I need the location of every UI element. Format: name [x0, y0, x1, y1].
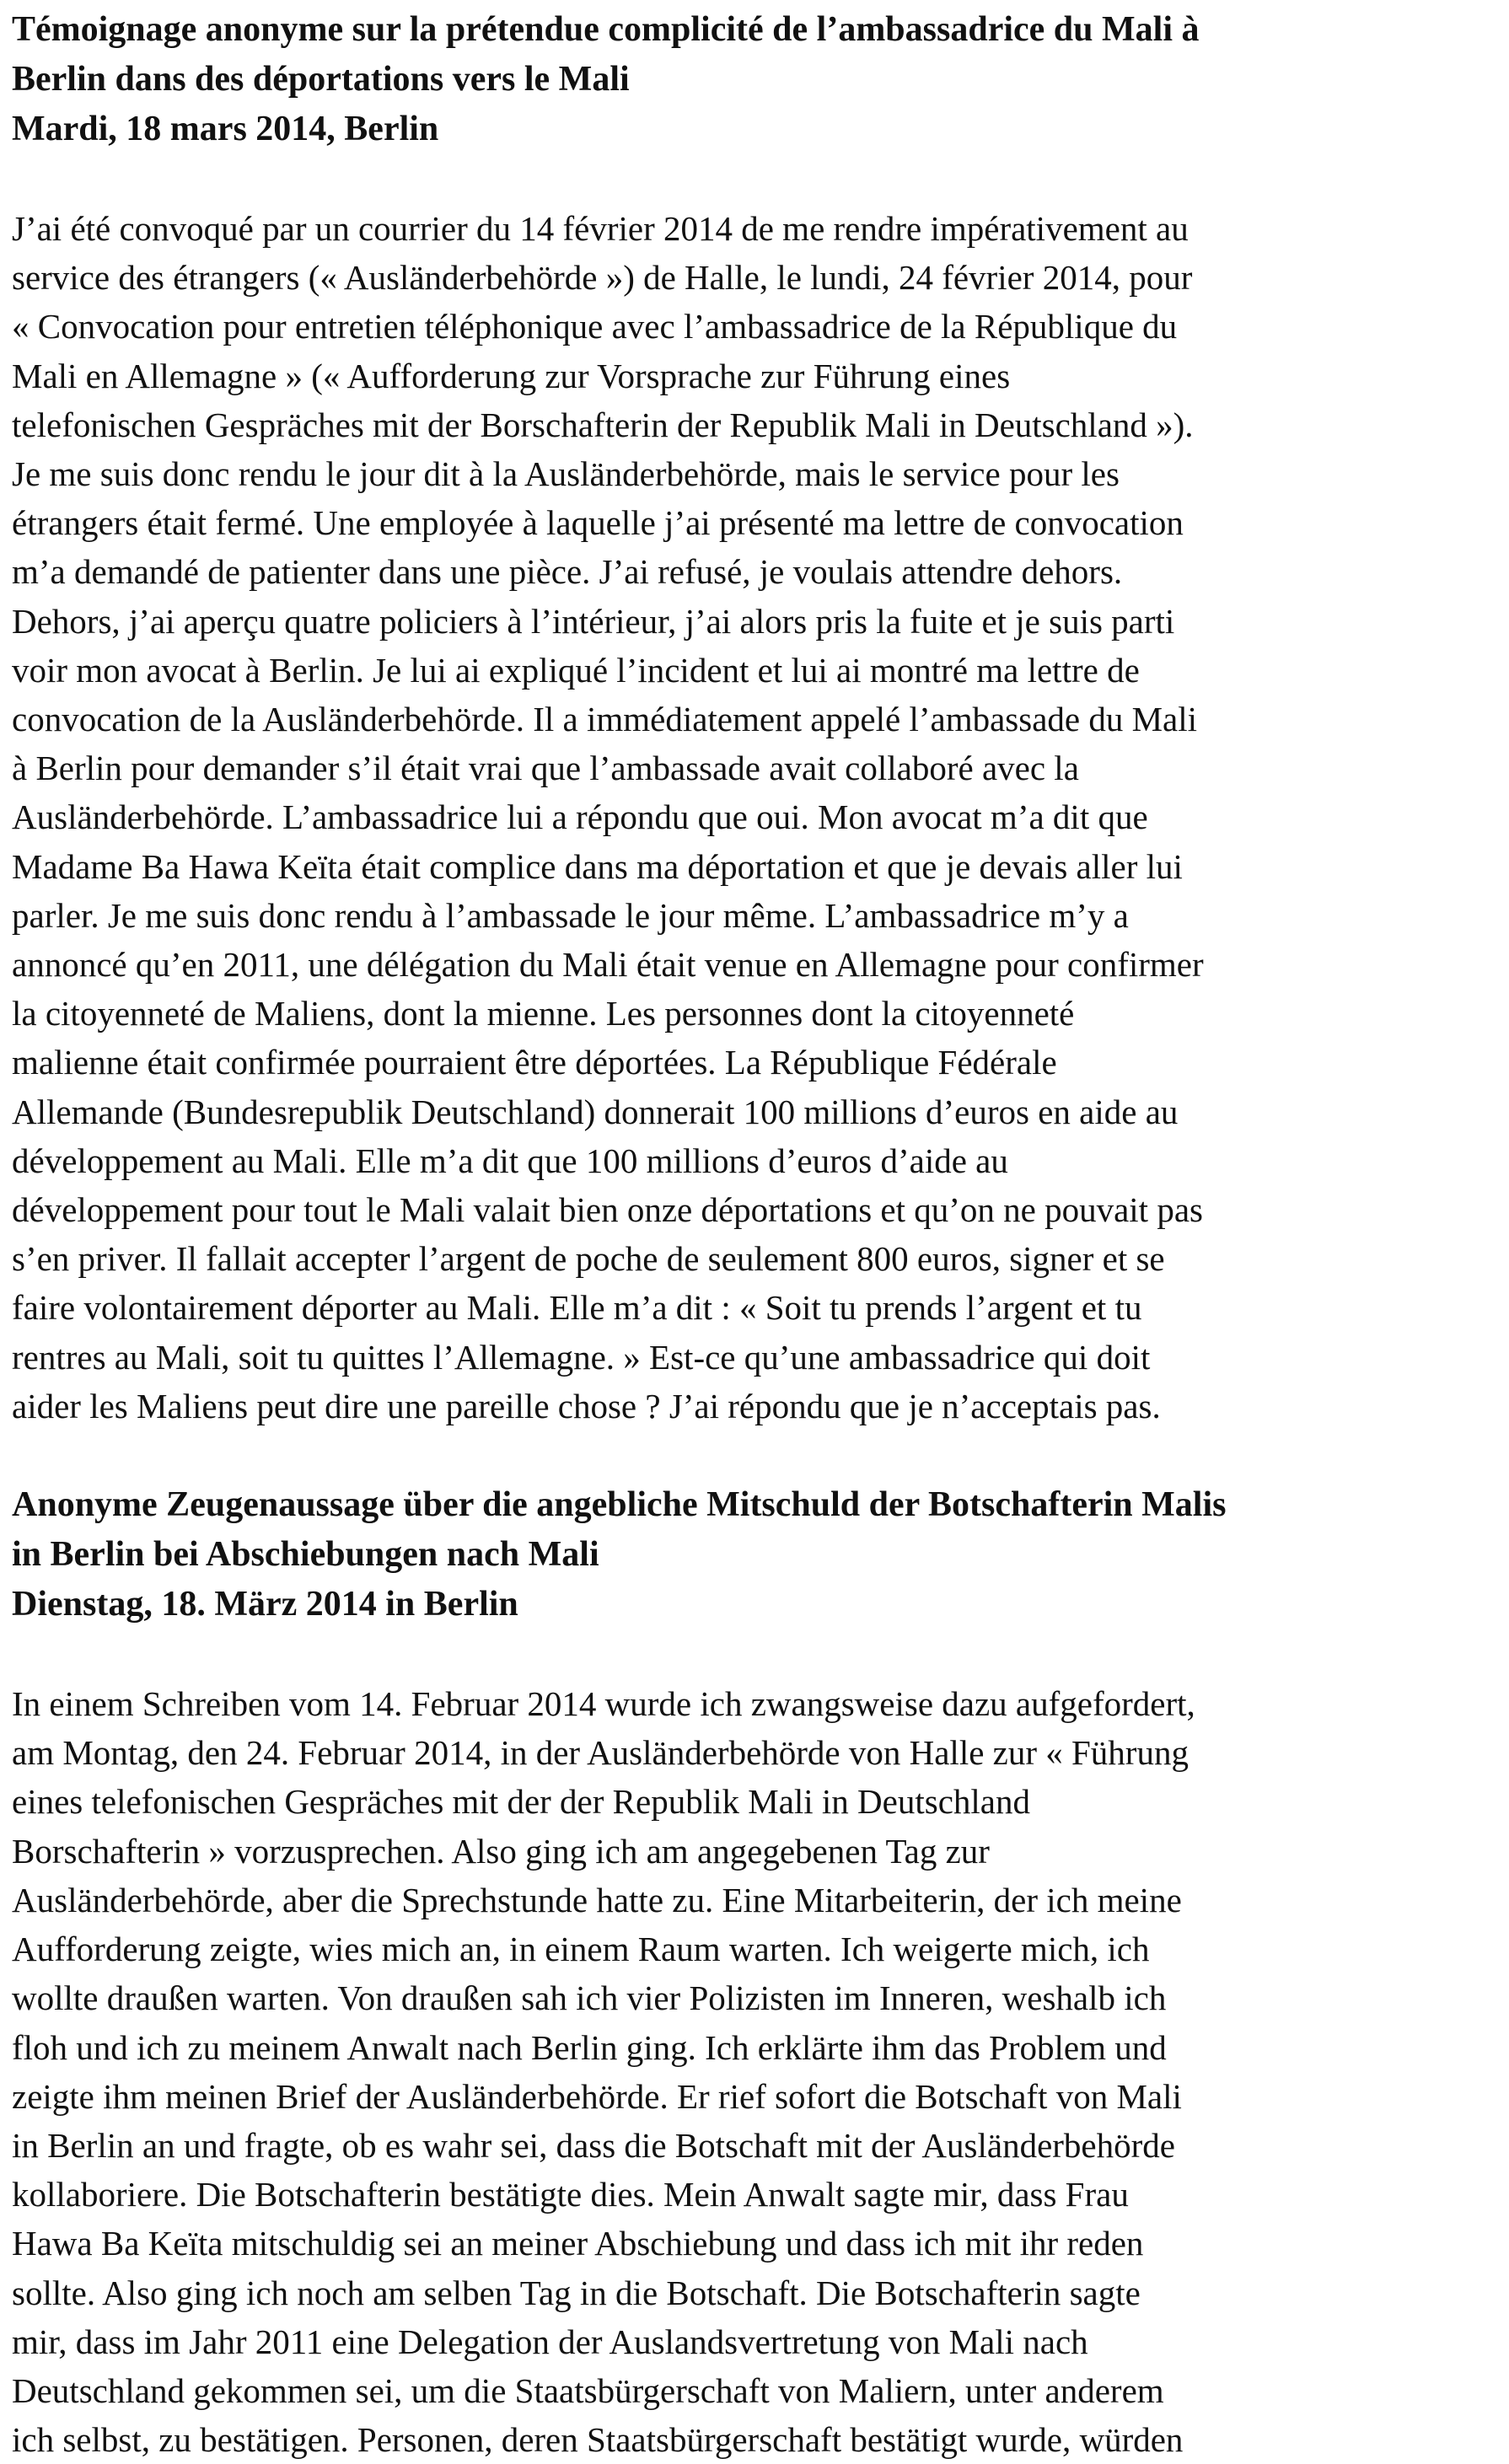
text-line: développement au Mali. Elle m’a dit que 100 millions d’euros d’aide au [12, 1141, 1008, 1180]
text-line: Hawa Ba Keïta mitschuldig sei an meiner Abschiebung und dass ich mit ihr reden [12, 2224, 1144, 2263]
text-line: Madame Ba Hawa Keïta était complice dans ma déportation et que je devais aller lui [12, 846, 1183, 886]
text-line: mir, dass im Jahr 2011 eine Delegation der Auslandsvertretung von Mali nach [12, 2322, 1088, 2361]
text-line: Ausländerbehörde. L’ambassadrice lui a répondu que oui. Mon avocat m’a dit que [12, 797, 1148, 837]
french-title-line-1: Témoignage anonyme sur la prétendue complicité de l’ambassadrice du Mali à [12, 10, 1200, 49]
text-line: Aufforderung zeigte, wies mich an, in einem Raum warten. Ich weigerte mich, ich [12, 1930, 1150, 1969]
text-line: Deutschland gekommen sei, um die Staatsbürgerschaft von Maliern, unter anderem [12, 2370, 1164, 2410]
german-heading [12, 1480, 1497, 1629]
text-line: Borschafterin » vorzusprechen. Also ging ich am angegebenen Tag zur [12, 1831, 990, 1871]
text-line: convocation de la Ausländerbehörde. Il a immédiatement appelé l’ambassade du Mali [12, 700, 1198, 739]
text-line: in Berlin an und fragte, ob es wahr sei, dass die Botschaft mit der Ausländerbehörde [12, 2125, 1175, 2165]
text-line: Allemande (Bundesrepublik Deutschland) donnerait 100 millions d’euros en aide au [12, 1092, 1179, 1131]
text-line: aider les Maliens peut dire une pareille chose ? J’ai répondu que je n’acceptais pas. [12, 1386, 1161, 1425]
text-line: s’en priver. Il fallait accepter l’argent de poche de seulement 800 euros, signer et se [12, 1239, 1165, 1279]
french-heading [12, 5, 1497, 154]
text-line: à Berlin pour demander s’il était vrai que l’ambassade avait collaboré avec la [12, 749, 1079, 788]
german-title-line-1: Anonyme Zeugenaussage über die angebliche Mitschuld der Botschafterin Malis [12, 1485, 1227, 1525]
german-title-line-2: in Berlin bei Abschiebungen nach Mali [12, 1535, 599, 1575]
text-line: annoncé qu’en 2011, une délégation du Mali était venue en Allemagne pour confirmer [12, 945, 1204, 985]
text-line: service des étrangers (« Ausländerbehörde ») de Halle, le lundi, 24 février 2014, pour [12, 258, 1193, 298]
text-line: malienne était confirmée pourraient être déportées. La République Fédérale [12, 1043, 1057, 1082]
text-line: faire volontairement déporter au Mali. Elle m’a dit : « Soit tu prends l’argent et tu [12, 1288, 1142, 1328]
text-line: eines telefonischen Gespräches mit der der Republik Mali in Deutschland [12, 1782, 1030, 1822]
text-line: la citoyenneté de Maliens, dont la mienne. Les personnes dont la citoyenneté [12, 994, 1075, 1033]
text-line: kollaboriere. Die Botschafterin bestätigte dies. Mein Anwalt sagte mir, dass Frau [12, 2175, 1129, 2214]
text-line: Ausländerbehörde, aber die Sprechstunde hatte zu. Eine Mitarbeiterin, der ich meine [12, 1880, 1182, 1919]
text-line: In einem Schreiben vom 14. Februar 2014 wurde ich zwangsweise dazu aufgefordert, [12, 1684, 1195, 1724]
text-line: m’a demandé de patienter dans une pièce. J’ai refusé, je voulais attendre dehors. [12, 552, 1123, 592]
french-testimony [12, 5, 1497, 1431]
german-date-line: Dienstag, 18. März 2014 in Berlin [12, 1585, 518, 1624]
text-line: telefonischen Gespräches mit der Borschafterin der Republik Mali in Deutschland »). [12, 405, 1194, 444]
text-line: étrangers était fermé. Une employée à laquelle j’ai présenté ma lettre de convocation [12, 503, 1184, 543]
text-line: Dehors, j’ai aperçu quatre policiers à l’intérieur, j’ai alors pris la fuite et je suis parti [12, 601, 1175, 641]
text-line: Mali en Allemagne » (« Aufforderung zur Vorsprache zur Führung eines [12, 356, 1011, 395]
text-line: voir mon avocat à Berlin. Je lui ai expliqué l’incident et lui ai montré ma lettre de [12, 650, 1140, 690]
text-line: ich selbst, zu bestätigen. Personen, deren Staatsbürgerschaft bestätigt wurde, würden [12, 2420, 1184, 2460]
text-line: développement pour tout le Mali valait bien onze déportations et qu’on ne pouvait pas [12, 1190, 1203, 1230]
text-line: parler. Je me suis donc rendu à l’ambassade le jour même. L’ambassadrice m’y a [12, 895, 1129, 935]
text-line: floh und ich zu meinem Anwalt nach Berlin ging. Ich erklärte ihm das Problem und [12, 2027, 1167, 2067]
text-line: « Convocation pour entretien téléphonique avec l’ambassadrice de la République du [12, 307, 1178, 346]
text-line: rentres au Mali, soit tu quittes l’Allemagne. » Est-ce qu’une ambassadrice qui doit [12, 1337, 1151, 1377]
german-testimony [12, 1480, 1497, 2464]
text-line: sollte. Also ging ich noch am selben Tag in die Botschaft. Die Botschafterin sagte [12, 2273, 1141, 2312]
french-body [12, 204, 1497, 1431]
french-date-line: Mardi, 18 mars 2014, Berlin [12, 110, 439, 148]
french-title-line-2: Berlin dans des déportations vers le Mali [12, 60, 630, 99]
document-page [12, 5, 1497, 2464]
german-body [12, 1679, 1497, 2464]
text-line: zeigte ihm meinen Brief der Ausländerbehörde. Er rief sofort die Botschaft von Mali [12, 2076, 1182, 2116]
text-line: J’ai été convoqué par un courrier du 14 février 2014 de me rendre impérativement au [12, 209, 1189, 248]
section-spacer [12, 1431, 1497, 1480]
text-line: wollte draußen warten. Von draußen sah ich vier Polizisten im Inneren, weshalb ich [12, 1978, 1167, 2018]
text-line: am Montag, den 24. Februar 2014, in der Ausländerbehörde von Halle zur « Führung [12, 1733, 1189, 1773]
text-line: Je me suis donc rendu le jour dit à la Ausländerbehörde, mais le service pour les [12, 454, 1120, 494]
